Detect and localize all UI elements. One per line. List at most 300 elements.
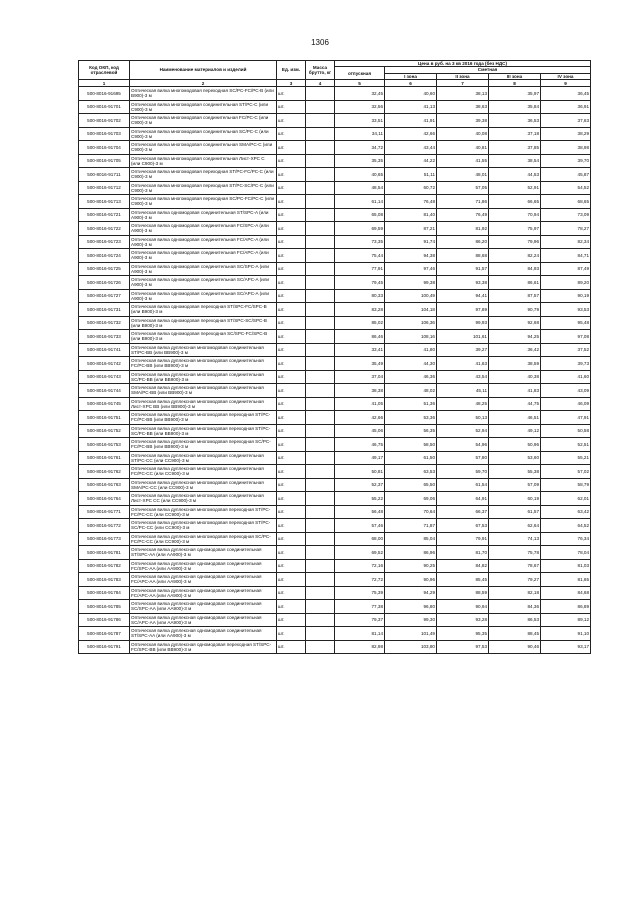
- price-release: 61,14: [335, 195, 385, 209]
- price-release: 82,98: [335, 640, 385, 654]
- price-zone-4: 89,12: [541, 613, 591, 627]
- item-code: 500-8016-91723: [79, 235, 130, 249]
- price-zone-3: 79,27: [489, 573, 541, 587]
- price-zone-4: 36,91: [541, 100, 591, 114]
- price-zone-4: 82,34: [541, 235, 591, 249]
- price-zone-3: 55,38: [489, 465, 541, 479]
- price-zone-4: 86,89: [541, 600, 591, 614]
- price-zone-4: 47,91: [541, 411, 591, 425]
- column-number: 1: [79, 80, 130, 87]
- price-zone-1: 46,36: [385, 370, 437, 384]
- price-zone-2: 81,92: [437, 222, 489, 236]
- item-mass: [306, 181, 335, 195]
- price-zone-4: 54,52: [541, 181, 591, 195]
- price-zone-4: 63,42: [541, 505, 591, 519]
- price-zone-3: 35,84: [489, 100, 541, 114]
- price-zone-3: 75,97: [489, 222, 541, 236]
- item-mass: [306, 357, 335, 371]
- item-code: 500-8016-91701: [79, 100, 130, 114]
- header-zone-4: IV зона: [541, 73, 591, 79]
- price-zone-2: 91,57: [437, 262, 489, 276]
- item-name: Оптическая вилка дуплексная одномодовая соединительная FC/APC-AA (или AA900)-3 м: [130, 573, 277, 587]
- item-code: 500-8016-91764: [79, 492, 130, 506]
- price-zone-2: 79,91: [437, 532, 489, 546]
- price-zone-3: 44,53: [489, 168, 541, 182]
- price-zone-2: 85,45: [437, 573, 489, 587]
- price-release: 69,52: [335, 546, 385, 560]
- table-row: [79, 424, 591, 438]
- price-release: 79,37: [335, 613, 385, 627]
- price-zone-4: 73,09: [541, 208, 591, 222]
- price-zone-3: 50,96: [489, 438, 541, 452]
- item-unit: шт.: [277, 627, 306, 641]
- item-code: 500-8016-91761: [79, 451, 130, 465]
- price-zone-4: 38,98: [541, 141, 591, 155]
- table-row: [79, 546, 591, 560]
- price-zone-4: 37,52: [541, 343, 591, 357]
- price-zone-2: 59,70: [437, 465, 489, 479]
- item-name: Оптическая вилка многомодовая переходная ST/PC-SC/PC-C (или C900)-3 м: [130, 181, 277, 195]
- item-name: Оптическая вилка дуплексная многомодовая переходная SC/PC-FC/PC-BB (или BB900)-3 м: [130, 438, 277, 452]
- price-zone-1: 71,87: [385, 519, 437, 533]
- table-row: [79, 303, 591, 317]
- item-code: 500-8016-91752: [79, 424, 130, 438]
- price-zone-3: 44,75: [489, 397, 541, 411]
- price-zone-3: 38,59: [489, 357, 541, 371]
- price-zone-1: 41,13: [385, 100, 437, 114]
- price-zone-2: 81,70: [437, 546, 489, 560]
- price-zone-2: 40,81: [437, 141, 489, 155]
- item-code: 500-8016-91787: [79, 627, 130, 641]
- item-mass: [306, 573, 335, 587]
- item-unit: шт.: [277, 411, 306, 425]
- price-release: 40,65: [335, 168, 385, 182]
- item-mass: [306, 465, 335, 479]
- price-zone-2: 40,08: [437, 127, 489, 141]
- item-code: 500-8016-91783: [79, 573, 130, 587]
- item-unit: шт.: [277, 600, 306, 614]
- price-release: 55,22: [335, 492, 385, 506]
- item-code: 500-8016-91743: [79, 370, 130, 384]
- price-release: 81,14: [335, 627, 385, 641]
- price-zone-4: 43,09: [541, 384, 591, 398]
- item-unit: шт.: [277, 343, 306, 357]
- price-release: 34,11: [335, 127, 385, 141]
- price-zone-2: 93,38: [437, 276, 489, 290]
- item-name: Оптическая вилка одномодовая переходная SC/SPC-FC/SPC-B (или B900)-3 м: [130, 330, 277, 344]
- item-mass: [306, 627, 335, 641]
- item-mass: [306, 154, 335, 168]
- price-zone-3: 90,46: [489, 640, 541, 654]
- price-zone-3: 86,53: [489, 613, 541, 627]
- price-zone-1: 81,40: [385, 208, 437, 222]
- item-name: Оптическая вилка дуплексная одномодовая соединительная SC/APC-AA (или AA900)-3 м: [130, 613, 277, 627]
- item-unit: шт.: [277, 316, 306, 330]
- price-zone-3: 66,65: [489, 195, 541, 209]
- table-row: [79, 438, 591, 452]
- price-zone-4: 41,60: [541, 370, 591, 384]
- item-unit: шт.: [277, 370, 306, 384]
- price-zone-1: 101,49: [385, 627, 437, 641]
- item-mass: [306, 168, 335, 182]
- item-name: Оптическая вилка одномодовая соединительная SC/APC-A (или A900)-3 м: [130, 276, 277, 290]
- item-code: 500-8016-91753: [79, 438, 130, 452]
- price-zone-1: 96,80: [385, 600, 437, 614]
- price-zone-3: 57,09: [489, 478, 541, 492]
- item-unit: шт.: [277, 586, 306, 600]
- item-code: 500-8016-91785: [79, 600, 130, 614]
- price-release: 38,38: [335, 384, 385, 398]
- price-zone-3: 46,51: [489, 411, 541, 425]
- price-release: 73,35: [335, 235, 385, 249]
- price-zone-1: 48,02: [385, 384, 437, 398]
- price-zone-1: 53,36: [385, 411, 437, 425]
- price-zone-2: 57,80: [437, 451, 489, 465]
- price-zone-2: 52,94: [437, 424, 489, 438]
- price-zone-1: 44,30: [385, 357, 437, 371]
- price-zone-3: 62,64: [489, 519, 541, 533]
- table-row: [79, 127, 591, 141]
- item-mass: [306, 613, 335, 627]
- price-zone-3: 36,42: [489, 343, 541, 357]
- item-mass: [306, 316, 335, 330]
- item-unit: шт.: [277, 235, 306, 249]
- item-unit: шт.: [277, 532, 306, 546]
- table-row: [79, 559, 591, 573]
- item-mass: [306, 343, 335, 357]
- item-name: Оптическая вилка дуплексная многомодовая переходная ST/PC-SC/PC-BB (или BB900)-3 м: [130, 424, 277, 438]
- price-zone-2: 41,55: [437, 154, 489, 168]
- price-zone-1: 41,91: [385, 114, 437, 128]
- price-zone-3: 92,68: [489, 316, 541, 330]
- item-unit: шт.: [277, 559, 306, 573]
- item-mass: [306, 370, 335, 384]
- price-zone-1: 104,18: [385, 303, 437, 317]
- price-release: 34,72: [335, 141, 385, 155]
- price-zone-2: 48,01: [437, 168, 489, 182]
- column-number: 8: [489, 80, 541, 87]
- price-zone-4: 64,52: [541, 519, 591, 533]
- price-zone-2: 64,91: [437, 492, 489, 506]
- price-zone-4: 62,01: [541, 492, 591, 506]
- item-mass: [306, 600, 335, 614]
- price-zone-3: 37,85: [489, 141, 541, 155]
- item-name: Оптическая вилка дуплексная многомодовая переходная ST/PC-FC/PC-BB (или BB900)-3 м: [130, 411, 277, 425]
- price-zone-1: 60,72: [385, 181, 437, 195]
- item-name: Оптическая вилка одномодовая переходная ST/SPC-SC/SPC-B (или B900)-3 м: [130, 316, 277, 330]
- price-zone-2: 94,41: [437, 289, 489, 303]
- table-row: [79, 208, 591, 222]
- item-unit: шт.: [277, 127, 306, 141]
- price-zone-4: 45,87: [541, 168, 591, 182]
- item-unit: шт.: [277, 519, 306, 533]
- price-zone-2: 95,35: [437, 627, 489, 641]
- price-release: 35,49: [335, 357, 385, 371]
- price-zone-4: 93,53: [541, 303, 591, 317]
- price-zone-1: 63,53: [385, 465, 437, 479]
- table-row: [79, 249, 591, 263]
- item-unit: шт.: [277, 303, 306, 317]
- price-release: 75,44: [335, 249, 385, 263]
- item-mass: [306, 384, 335, 398]
- item-code: 500-8016-91745: [79, 397, 130, 411]
- column-number-row: [79, 80, 591, 87]
- price-zone-2: 38,63: [437, 100, 489, 114]
- price-zone-2: 76,49: [437, 208, 489, 222]
- item-unit: шт.: [277, 141, 306, 155]
- table-row: [79, 316, 591, 330]
- price-zone-1: 94,29: [385, 586, 437, 600]
- item-name: Оптическая вилка дуплексная многомодовая соединительная Лист-ХРС СС (или СС900)-3 м: [130, 492, 277, 506]
- price-zone-4: 84,68: [541, 586, 591, 600]
- table-row: [79, 600, 591, 614]
- price-release: 57,46: [335, 519, 385, 533]
- price-zone-1: 99,30: [385, 613, 437, 627]
- table-row: [79, 181, 591, 195]
- item-code: 500-8016-91782: [79, 559, 130, 573]
- price-release: 68,00: [335, 532, 385, 546]
- item-mass: [306, 208, 335, 222]
- price-zone-3: 84,36: [489, 600, 541, 614]
- price-zone-4: 84,71: [541, 249, 591, 263]
- price-zone-3: 82,18: [489, 586, 541, 600]
- table-row: [79, 289, 591, 303]
- header-zone-2: II зона: [437, 73, 489, 79]
- price-release: 32,45: [335, 87, 385, 101]
- item-name: Оптическая вилка одномодовая соединительная SC/SPC-A (или A900)-3 м: [130, 262, 277, 276]
- item-name: Оптическая вилка многомодовая переходная ST/PC-FC/PC-C (или C900)-3 м: [130, 168, 277, 182]
- item-unit: шт.: [277, 640, 306, 654]
- item-name: Оптическая вилка дуплексная многомодовая соединительная SMA/PC-BB (или BB900)-3 м: [130, 384, 277, 398]
- price-zone-4: 46,09: [541, 397, 591, 411]
- item-code: 500-8016-91726: [79, 276, 130, 290]
- price-zone-4: 50,58: [541, 424, 591, 438]
- price-zone-4: 37,63: [541, 114, 591, 128]
- price-zone-3: 84,93: [489, 262, 541, 276]
- table-row: [79, 384, 591, 398]
- item-name: Оптическая вилка дуплексная многомодовая соединительная Лист-ХРС BB (или BB900)-3 м: [130, 397, 277, 411]
- price-zone-1: 99,38: [385, 276, 437, 290]
- price-release: 52,37: [335, 478, 385, 492]
- price-release: 72,72: [335, 573, 385, 587]
- item-name: Оптическая вилка дуплексная одномодовая соединительная ST/SPC-AA (или AA900)-3 м: [130, 546, 277, 560]
- price-release: 33,51: [335, 114, 385, 128]
- price-zone-1: 51,36: [385, 397, 437, 411]
- header-mass: Масса брутто, кг: [306, 61, 335, 80]
- price-zone-3: 53,60: [489, 451, 541, 465]
- price-zone-3: 75,78: [489, 546, 541, 560]
- price-release: 86,46: [335, 330, 385, 344]
- item-mass: [306, 127, 335, 141]
- column-number: 4: [306, 80, 335, 87]
- item-code: 500-8016-91784: [79, 586, 130, 600]
- table-row: [79, 168, 591, 182]
- item-code: 500-8016-91711: [79, 168, 130, 182]
- price-zone-2: 84,82: [437, 559, 489, 573]
- price-zone-1: 87,21: [385, 222, 437, 236]
- item-code: 500-8016-91724: [79, 249, 130, 263]
- column-number: 9: [541, 80, 591, 87]
- table-row: [79, 343, 591, 357]
- item-code: 500-8016-91733: [79, 330, 130, 344]
- table-row: [79, 532, 591, 546]
- item-mass: [306, 114, 335, 128]
- item-code: 500-8016-91771: [79, 505, 130, 519]
- price-zone-3: 37,18: [489, 127, 541, 141]
- price-zone-4: 76,34: [541, 532, 591, 546]
- column-number: 6: [385, 80, 437, 87]
- item-name: Оптическая вилка дуплексная одномодовая переходная ST/SPC-FC/SPC-BB (или BB900)-3 м: [130, 640, 277, 654]
- item-unit: шт.: [277, 384, 306, 398]
- item-unit: шт.: [277, 465, 306, 479]
- item-name: Оптическая вилка многомодовая переходная SC/PC-FC/PC-B (или B900)-3 м: [130, 87, 277, 101]
- table-row: [79, 492, 591, 506]
- price-release: 32,56: [335, 100, 385, 114]
- item-mass: [306, 330, 335, 344]
- item-code: 500-8016-91763: [79, 478, 130, 492]
- item-name: Оптическая вилка многомодовая соединительная SC/PC-C (или C900)-3 м: [130, 127, 277, 141]
- item-code: 500-8016-91741: [79, 343, 130, 357]
- price-zone-1: 56,35: [385, 424, 437, 438]
- item-unit: шт.: [277, 573, 306, 587]
- price-zone-4: 58,79: [541, 478, 591, 492]
- price-zone-1: 91,74: [385, 235, 437, 249]
- item-name: Оптическая вилка дуплексная многомодовая переходная ST/PC-FC/PC-CC (или CC900)-3 м: [130, 505, 277, 519]
- item-mass: [306, 438, 335, 452]
- item-name: Оптическая вилка дуплексная многомодовая соединительная FC/PC-BB (или BB900)-3 м: [130, 357, 277, 371]
- price-zone-2: 88,68: [437, 249, 489, 263]
- price-zone-3: 60,19: [489, 492, 541, 506]
- price-zone-4: 95,48: [541, 316, 591, 330]
- table-row: [79, 397, 591, 411]
- item-mass: [306, 303, 335, 317]
- item-mass: [306, 100, 335, 114]
- price-zone-2: 39,27: [437, 343, 489, 357]
- price-zone-2: 38,13: [437, 87, 489, 101]
- price-zone-4: 39,73: [541, 357, 591, 371]
- table-row: [79, 357, 591, 371]
- price-release: 85,02: [335, 316, 385, 330]
- price-zone-2: 90,94: [437, 600, 489, 614]
- price-zone-1: 43,44: [385, 141, 437, 155]
- item-name: Оптическая вилка многомодовая соединительная Лист-ХРС С (или С900)-3 м: [130, 154, 277, 168]
- price-zone-2: 101,61: [437, 330, 489, 344]
- item-name: Оптическая вилка дуплексная одномодовая соединительная FC/APC-AA (или AA900)-3 м: [130, 586, 277, 600]
- price-zone-3: 74,13: [489, 532, 541, 546]
- item-code: 500-8016-91781: [79, 546, 130, 560]
- item-code: 500-8016-91732: [79, 316, 130, 330]
- table-row: [79, 276, 591, 290]
- price-zone-4: 93,17: [541, 640, 591, 654]
- item-name: Оптическая вилка одномодовая соединительная FC/APC-A (или A900)-3 м: [130, 235, 277, 249]
- price-release: 37,04: [335, 370, 385, 384]
- item-mass: [306, 141, 335, 155]
- price-zone-1: 44,22: [385, 154, 437, 168]
- item-name: Оптическая вилка многомодовая переходная SC/PC-FC/PC-C (или C900)-3 м: [130, 195, 277, 209]
- table-row: [79, 519, 591, 533]
- price-zone-3: 87,57: [489, 289, 541, 303]
- item-unit: шт.: [277, 208, 306, 222]
- item-name: Оптическая вилка многомодовая соединительная SMA/PC-C (или C900)-3 м: [130, 141, 277, 155]
- price-zone-2: 88,59: [437, 586, 489, 600]
- item-mass: [306, 397, 335, 411]
- item-name: Оптическая вилка многомодовая соединительная FC/PC-C (или C900)-3 м: [130, 114, 277, 128]
- item-unit: шт.: [277, 492, 306, 506]
- price-zone-1: 70,64: [385, 505, 437, 519]
- item-code: 500-8016-91721: [79, 208, 130, 222]
- table-row: [79, 505, 591, 519]
- item-mass: [306, 195, 335, 209]
- price-zone-1: 51,11: [385, 168, 437, 182]
- item-unit: шт.: [277, 478, 306, 492]
- price-zone-1: 69,06: [385, 492, 437, 506]
- column-number: 7: [437, 80, 489, 87]
- price-zone-1: 94,38: [385, 249, 437, 263]
- item-unit: шт.: [277, 154, 306, 168]
- item-code: 500-8016-91703: [79, 127, 130, 141]
- item-code: 500-8016-91725: [79, 262, 130, 276]
- item-name: Оптическая вилка дуплексная одномодовая соединительная SC/SPC-AA (или AA900)-3 м: [130, 600, 277, 614]
- item-code: 500-8016-91704: [79, 141, 130, 155]
- table-row: [79, 154, 591, 168]
- item-code: 500-8016-91791: [79, 640, 130, 654]
- item-mass: [306, 640, 335, 654]
- item-code: 500-8016-91705: [79, 154, 130, 168]
- header-zone-1: I зона: [385, 73, 437, 79]
- item-name: Оптическая вилка дуплексная многомодовая переходная ST/PC-SC/PC-CC (или CC900)-3 м: [130, 519, 277, 533]
- price-release: 83,28: [335, 303, 385, 317]
- price-zone-3: 70,94: [489, 208, 541, 222]
- item-name: Оптическая вилка одномодовая переходная ST/SPC-FC/SPC-B (или B900)-3 м: [130, 303, 277, 317]
- price-zone-4: 81,03: [541, 559, 591, 573]
- item-name: Оптическая вилка дуплексная многомодовая соединительная ST/PC-BB (или BB900)-3 м: [130, 343, 277, 357]
- item-name: Оптическая вилка одномодовая соединительная FC/SPC-A (или A900)-3 м: [130, 222, 277, 236]
- price-release: 75,39: [335, 586, 385, 600]
- item-mass: [306, 262, 335, 276]
- table-row: [79, 465, 591, 479]
- header-name: Наименование материалов и изделий: [130, 61, 277, 80]
- item-unit: шт.: [277, 451, 306, 465]
- item-mass: [306, 492, 335, 506]
- table-row: [79, 613, 591, 627]
- price-release: 72,16: [335, 559, 385, 573]
- price-release: 35,35: [335, 154, 385, 168]
- item-unit: шт.: [277, 289, 306, 303]
- table-row: [79, 195, 591, 209]
- price-release: 69,59: [335, 222, 385, 236]
- item-name: Оптическая вилка многомодовая соединительная ST/PC-C (или C900)-3 м: [130, 100, 277, 114]
- price-release: 50,81: [335, 465, 385, 479]
- item-mass: [306, 586, 335, 600]
- item-mass: [306, 222, 335, 236]
- price-zone-1: 100,49: [385, 289, 437, 303]
- price-release: 77,91: [335, 262, 385, 276]
- item-name: Оптическая вилка дуплексная многомодовая соединительная SMA/PC-CC (или CC900)-3 м: [130, 478, 277, 492]
- item-mass: [306, 451, 335, 465]
- price-zone-2: 50,13: [437, 411, 489, 425]
- page-number: 1306: [311, 38, 329, 47]
- header-unit: Ед. изм.: [277, 61, 306, 80]
- item-unit: шт.: [277, 114, 306, 128]
- price-release: 49,17: [335, 451, 385, 465]
- item-unit: шт.: [277, 330, 306, 344]
- price-release: 48,54: [335, 181, 385, 195]
- price-zone-4: 55,21: [541, 451, 591, 465]
- item-code: 500-8016-91727: [79, 289, 130, 303]
- price-zone-3: 82,24: [489, 249, 541, 263]
- item-unit: шт.: [277, 357, 306, 371]
- item-code: 500-8016-91712: [79, 181, 130, 195]
